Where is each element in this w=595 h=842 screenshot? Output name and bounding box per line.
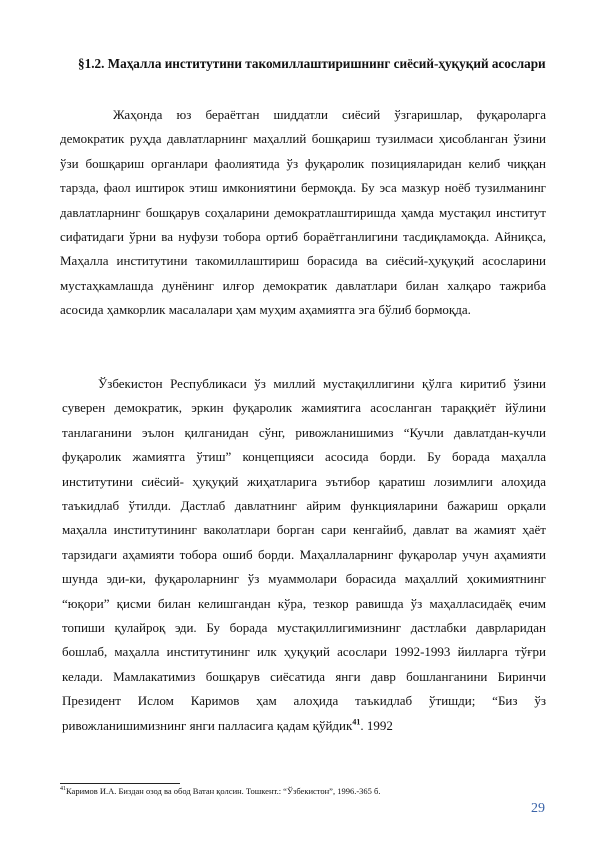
paragraph-2-tail: . 1992 [360,717,393,733]
paragraph-1: Жаҳонда юз бераётган шиддатли сиёсий ўзгаришлар, фуқароларга демократик руҳда давлатларнинг маҳаллий бошқариш тузилмаси ҳисобланган ўзини ўзи бошқариш органлари фаолиятида ўз фуқаролик позицияларидан келиб чиққан тарзда, фаол иштирок этиш имкониятини бермоқда. Бу эса мазкур ноёб тузилманинг давлатларнинг бошқарув соҳаларини демократлаштиришда ҳамда мустақил институт сифатидаги ўрни ва нуфузи тобора ортиб бораётганлигини тасдиқламоқда. Айниқса, Маҳалла институтини такомиллаштириш борасида ва сиёсий-ҳуқуқий асосларини мустаҳкамлашда дунёнинг илғор демократик давлатлари билан халқаро тажриба асосида ҳамкорлик масалалари ҳам муҳим аҳамиятга эга бўлиб бормоқда. [60,107,546,318]
footnote-text: Каримов И.А. Биздан озод ва обод Ватан қолсин. Тошкент.: “Ўзбекистон”, 1996.-365 б. [66,786,381,796]
page-number: 29 [531,801,545,816]
footnote-reference[interactable]: 41 [352,717,361,727]
paragraph-2-text: Ўзбекистон Республикаси ўз миллий мустақиллигини қўлга киритиб ўзини суверен демократик, эркин фуқаролик жамиятига асосланган тараққиёт йўлини танлаганини эълон қилганидан сўнг, ривожланишимиз “Кучли давлатдан-кучли фуқаролик жамиятга ўтиш” концепцияси асосида борди. Бу борада маҳалла институтини сиёсий- ҳуқуқий жиҳатларига эътибор қаратиш лозимлиги алоҳида таъкидлаб ўтилди. Дастлаб давлатнинг айрим функцияларини бажариш орқали маҳалла институтининг ваколатлари борган сари кенгайиб, давлат ва жамият ҳаёт тарзидаги аҳамияти тобора ошиб борди. Маҳаллаларнинг фуқаролар учун аҳамияти шунда эди-ки, фуқароларнинг ўз муаммолари борасида маҳаллий ҳокимиятнинг “юқори” қисми билан келишгандан кўра, тезкор равишда ўз маҳалласидаёқ ечим топиши қулайроқ эди. Бу борада мустақиллигимизнинг дастлабки даврларидан бошлаб, маҳалла институтининг илк ҳуқуқий асослари 1992-1993 йилларга тўғри келади. Мамлакатимиз бошқарув сиёсатида янги давр бошланганини Биринчи Президент Ислом Каримов ҳам алоҳида таъкидлаб ўтишди; “Биз ўз ривожланишимизнинг янги палласига қадам қўйдик [62,376,546,733]
footnote-number: 41 [60,786,66,793]
paragraph-2 [62,372,546,738]
section-heading: §1.2. Маҳалла институтини такомиллаштиришнинг сиёсий-ҳуқуқий асослари [78,56,546,71]
footnote [60,786,540,797]
footnote-separator [60,783,180,784]
